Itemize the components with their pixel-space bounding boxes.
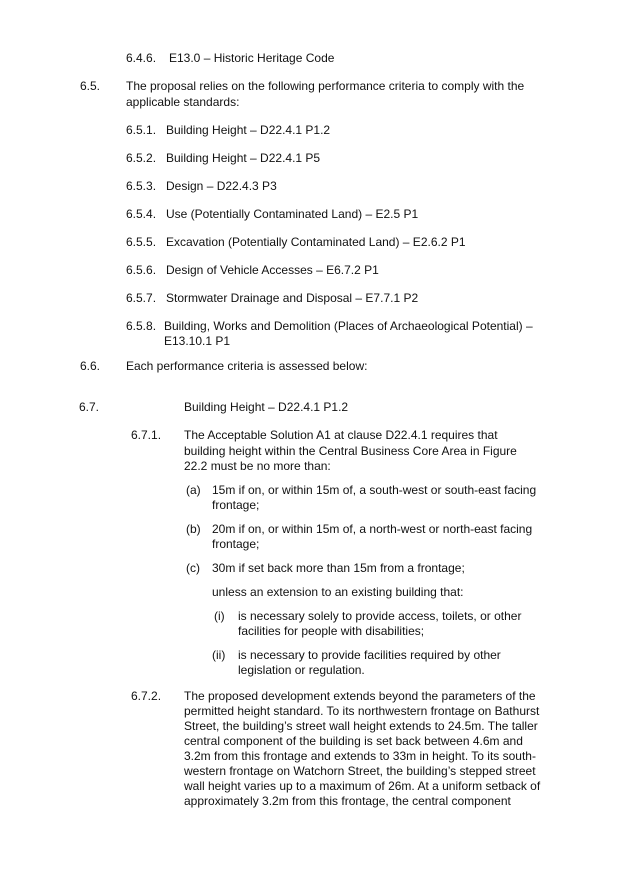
- clause-number: 6.7.1.: [131, 428, 162, 442]
- clause-text: Design – D22.4.3 P3: [166, 179, 277, 193]
- list-marker: (ii): [212, 648, 226, 662]
- clause-text: approximately 3.2m from this frontage, the central component: [184, 794, 511, 808]
- section-number: 6.6.: [80, 359, 101, 373]
- list-item-text: facilities for people with disabilities;: [238, 624, 425, 638]
- clause-text: E13.0 – Historic Heritage Code: [169, 51, 335, 65]
- clause-number: 6.4.6.: [126, 51, 157, 65]
- clause-text: Design of Vehicle Accesses – E6.7.2 P1: [166, 263, 379, 277]
- clause-text: 3.2m from this frontage and extends to 33m in height. To its south-: [184, 749, 536, 763]
- section-text: The proposal relies on the following performance criteria to comply with the: [126, 79, 525, 93]
- clause-text: building height within the Central Business Core Area in Figure: [184, 444, 517, 458]
- list-item-text: frontage;: [212, 498, 260, 512]
- clause-text: Use (Potentially Contaminated Land) – E2.5 P1: [166, 207, 419, 221]
- list-item-text: legislation or regulation.: [238, 663, 365, 677]
- clause-text: E13.10.1 P1: [164, 334, 231, 348]
- clause-text: central component of the building is set back between 4.6m and: [184, 734, 523, 748]
- list-marker: (a): [186, 483, 201, 497]
- paragraph-text: unless an extension to an existing building that:: [212, 585, 464, 599]
- clause-text: Building Height – D22.4.1 P1.2: [166, 123, 331, 137]
- clause-text: permitted height standard. To its northwestern frontage on Bathurst: [184, 704, 540, 718]
- clause-number: 6.5.2.: [126, 151, 157, 165]
- clause-text: The proposed development extends beyond the parameters of the: [184, 689, 536, 703]
- clause-number: 6.5.6.: [126, 263, 157, 277]
- list-item-text: 30m if set back more than 15m from a frontage;: [212, 561, 465, 575]
- clause-text: 22.2 must be no more than:: [184, 459, 331, 473]
- list-item-text: 15m if on, or within 15m of, a south-west or south-east facing: [212, 483, 537, 497]
- section-number: 6.5.: [80, 79, 101, 93]
- clause-text: western frontage on Watchorn Street, the building’s stepped street: [184, 764, 536, 778]
- clause-number: 6.5.3.: [126, 179, 157, 193]
- clause-number: 6.5.1.: [126, 123, 157, 137]
- list-item-text: 20m if on, or within 15m of, a north-west or north-east facing: [212, 522, 533, 536]
- list-marker: (i): [214, 609, 225, 623]
- section-text: applicable standards:: [126, 95, 240, 109]
- section-number: 6.7.: [79, 400, 100, 414]
- clause-number: 6.7.2.: [131, 689, 162, 703]
- section-text: Each performance criteria is assessed below:: [126, 359, 368, 373]
- list-item-text: is necessary solely to provide access, toilets, or other: [238, 609, 522, 623]
- clause-text: wall height varies up to a maximum of 26m. At a uniform setback of: [184, 779, 541, 793]
- clause-number: 6.5.4.: [126, 207, 157, 221]
- clause-number: 6.5.5.: [126, 235, 157, 249]
- clause-text: Building Height – D22.4.1 P5: [166, 151, 321, 165]
- clause-text: Street, the building’s street wall height extends to 24.5m. The taller: [184, 719, 538, 733]
- list-marker: (b): [186, 522, 201, 536]
- clause-text: Stormwater Drainage and Disposal – E7.7.1 P2: [166, 291, 419, 305]
- section-heading: Building Height – D22.4.1 P1.2: [184, 400, 349, 414]
- clause-number: 6.5.8.: [126, 319, 157, 333]
- clause-text: The Acceptable Solution A1 at clause D22.4.1 requires that: [184, 428, 498, 442]
- list-item-text: is necessary to provide facilities required by other: [238, 648, 501, 662]
- list-marker: (c): [186, 561, 200, 575]
- list-item-text: frontage;: [212, 537, 260, 551]
- clause-text: Building, Works and Demolition (Places of Archaeological Potential) –: [164, 319, 533, 333]
- clause-number: 6.5.7.: [126, 291, 157, 305]
- clause-text: Excavation (Potentially Contaminated Land) – E2.6.2 P1: [166, 235, 466, 249]
